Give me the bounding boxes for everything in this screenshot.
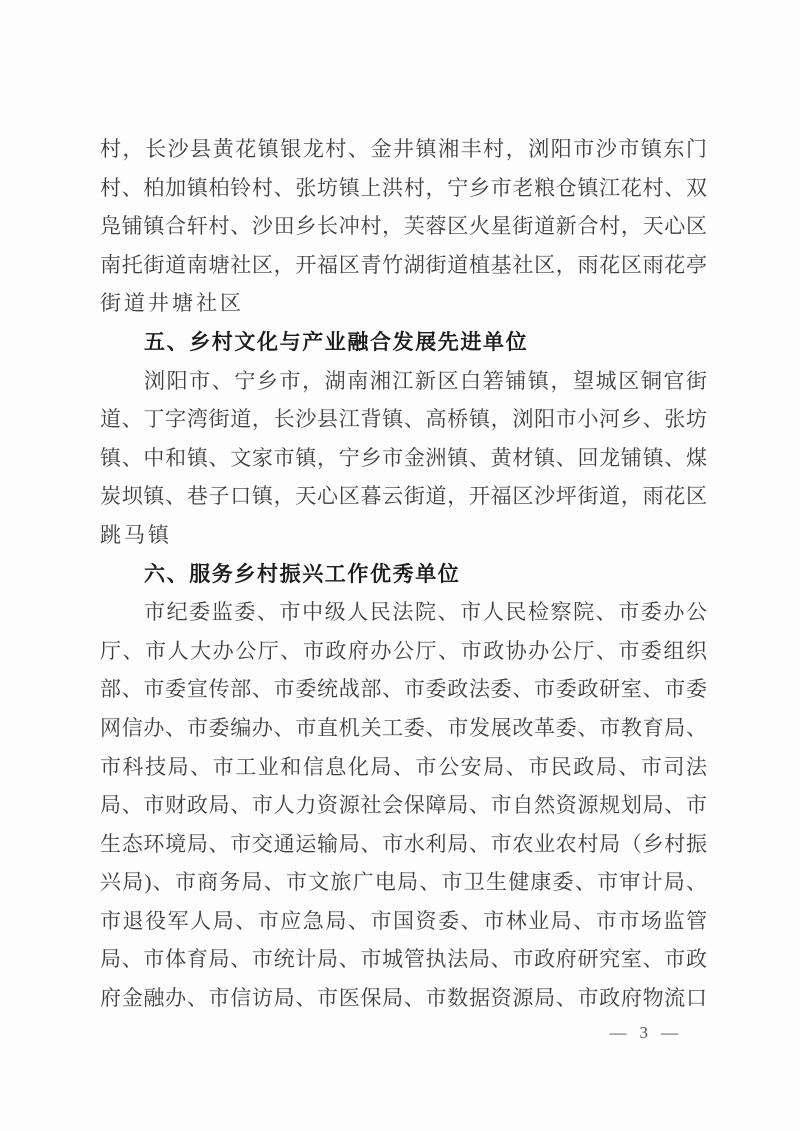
- paragraph-line: 市纪委监委、市中级人民法院、市人民检察院、市委办公: [144, 600, 707, 625]
- paragraph-line: 市退役军人局、市应急局、市国资委、市林业局、市市场监管: [100, 908, 707, 933]
- paragraph-line: 局、市财政局、市人力资源社会保障局、市自然资源规划局、市: [100, 793, 707, 818]
- paragraph-line: 村，长沙县黄花镇银龙村、金井镇湘丰村，浏阳市沙市镇东门: [100, 137, 707, 161]
- paragraph-line: 部、市委宣传部、市委统战部、市委政法委、市委政研室、市委: [100, 677, 707, 702]
- paragraph-line: 浏阳市、宁乡市，湖南湘江新区白箬铺镇，望城区铜官街: [144, 368, 707, 393]
- section-heading: 六、服务乡村振兴工作优秀单位: [144, 561, 461, 586]
- paragraph-line: 生态环境局、市交通运输局、市水利局、市农业农村局（乡村振: [100, 831, 707, 856]
- paragraph-line: 道、丁字湾街道，长沙县江背镇、高桥镇，浏阳市小河乡、张坊: [100, 407, 707, 432]
- paragraph-line: 村、柏加镇柏铃村、张坊镇上洪村，宁乡市老粮仓镇江花村、双: [100, 175, 707, 200]
- paragraph-line: 府金融办、市信访局、市医保局、市数据资源局、市政府物流口: [100, 986, 707, 1011]
- paragraph-line: 南托街道南塘社区，开福区青竹湖街道植基社区，雨花区雨花亭: [100, 252, 707, 277]
- paragraph-line: 局、市体育局、市统计局、市城管执法局、市政府研究室、市政: [100, 947, 707, 972]
- paragraph-line: 凫铺镇合轩村、沙田乡长冲村，芙蓉区火星街道新合村，天心区: [100, 214, 707, 239]
- paragraph-line: 跳马镇: [100, 522, 172, 547]
- paragraph-line: 兴局)、市商务局、市文旅广电局、市卫生健康委、市审计局、: [100, 870, 707, 895]
- paragraph-line: 炭坝镇、巷子口镇，天心区暮云街道，开福区沙坪街道，雨花区: [100, 484, 707, 509]
- paragraph-line: 网信办、市委编办、市直机关工委、市发展改革委、市教育局、: [100, 715, 707, 740]
- section-heading: 五、乡村文化与产业融合发展先进单位: [144, 329, 529, 354]
- paragraph-line: 市科技局、市工业和信息化局、市公安局、市民政局、市司法: [100, 754, 707, 779]
- paragraph-line: 街道井塘社区: [100, 291, 244, 316]
- page-number: [610, 1023, 679, 1043]
- page-number-value: 3: [639, 1023, 648, 1042]
- document-body: [100, 130, 707, 1018]
- page-number-dash-right: —: [661, 1023, 678, 1042]
- paragraph-line: 厅、市人大办公厅、市政府办公厅、市政协办公厅、市委组织: [100, 638, 707, 663]
- paragraph-line: 镇、中和镇、文家市镇，宁乡市金洲镇、黄材镇、回龙铺镇、煤: [100, 445, 707, 470]
- page-number-dash-left: —: [609, 1023, 627, 1042]
